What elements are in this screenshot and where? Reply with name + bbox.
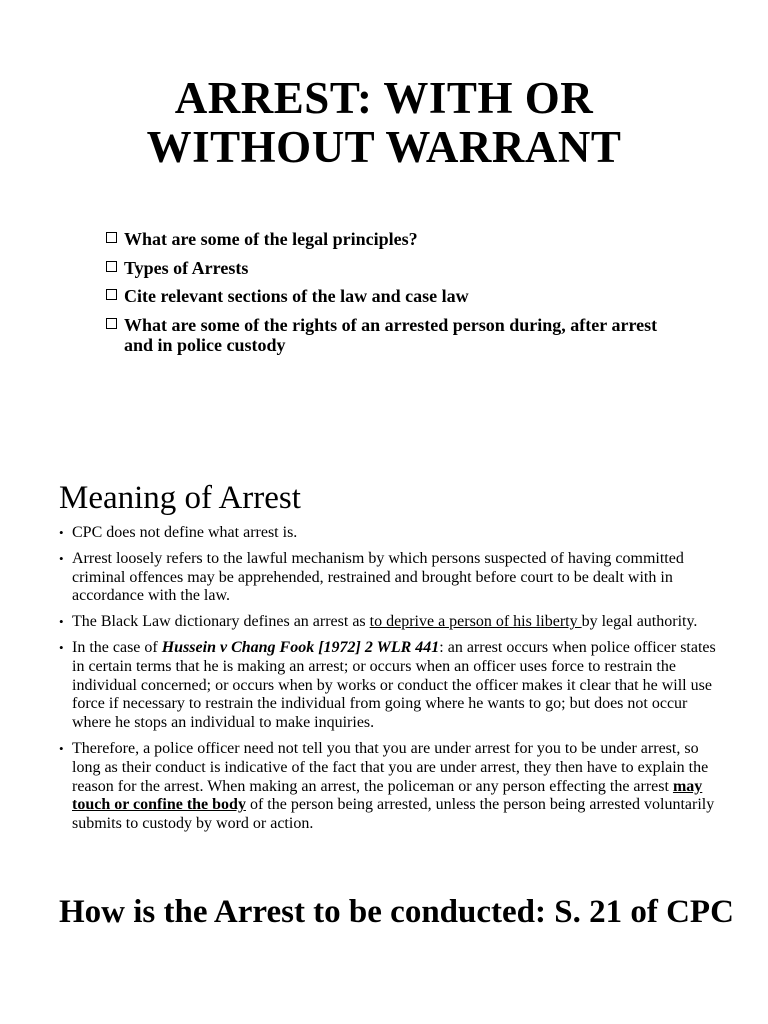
bullet-icon: • [59,740,64,756]
checklist-item-text: Types of Arrests [124,257,249,278]
case-citation: Hussein v Chang Fook [1972] 2 WLR 441 [161,638,440,656]
checklist-item-text: What are some of the legal principles? [124,229,418,249]
bullet-item [59,639,719,733]
meaning-bullet-list [59,524,719,841]
bullet-text: The Black Law dictionary defines an arrest as [72,613,370,631]
checkbox-icon [106,318,117,329]
bullet-item [59,613,719,632]
checklist-item [103,286,663,306]
bullet-item [59,524,719,543]
title-line-2: WITHOUT WARRANT [146,122,622,172]
checkbox-icon [106,261,117,272]
bullet-text: Arrest loosely refers to the lawful mechanism by which persons suspected of having committed criminal offences may be apprehended, restrained and brought before court to be dealt with in accordance with the law. [72,549,684,605]
bullet-item [59,740,719,834]
bullet-text: In the case of [72,638,162,656]
title-line-1: ARREST: WITH OR [174,73,594,123]
checklist-item [103,229,663,249]
checkbox-icon [106,289,117,300]
bullet-icon: • [59,550,64,566]
bullet-text: CPC does not define what arrest is. [72,524,298,541]
bullet-text: by legal authority. [581,613,698,631]
topics-checklist [103,229,663,363]
bullet-icon: • [59,525,64,540]
checklist-item-text: Cite relevant sections of the law and case law [124,286,469,306]
bullet-text: : an arrest occurs when police officer states in certain terms that he is making an arrest; or occurs when an officer uses force to restrain the individual concerned; or occurs when by works or conduct the officer makes it clear that he will use force if necessary to restrain the individual from going where he wants to go; but does not occur where he stops an individual to make inquiries. [72,638,716,732]
bullet-text: of the person being arrested, unless the person being arrested voluntarily submits to custody by word or action. [72,796,715,833]
bullet-text: Therefore, a police officer need not tell you that you are under arrest for you to be under arrest, so long as their conduct is indicative of the fact that you are under arrest, they then have to explain the reason for the arrest. When making an arrest, the policeman or any person effecting the arrest [72,739,709,795]
checklist-item [103,258,663,278]
bullet-item [59,550,719,606]
checklist-item [103,315,663,355]
checklist-item-text: What are some of the rights of an arrested person during, after arrest and in police custody [124,314,658,355]
bullet-icon: • [59,639,64,655]
document-title [0,74,768,172]
meaning-heading: Meaning of Arrest [59,480,301,516]
checkbox-icon [106,232,117,243]
conduct-heading: How is the Arrest to be conducted: S. 21 of CPC [59,894,734,930]
definition-underlined: to deprive a person of his liberty [369,613,582,631]
bullet-icon: • [59,614,64,630]
emphasis-text: may touch or confine the body [72,777,703,814]
